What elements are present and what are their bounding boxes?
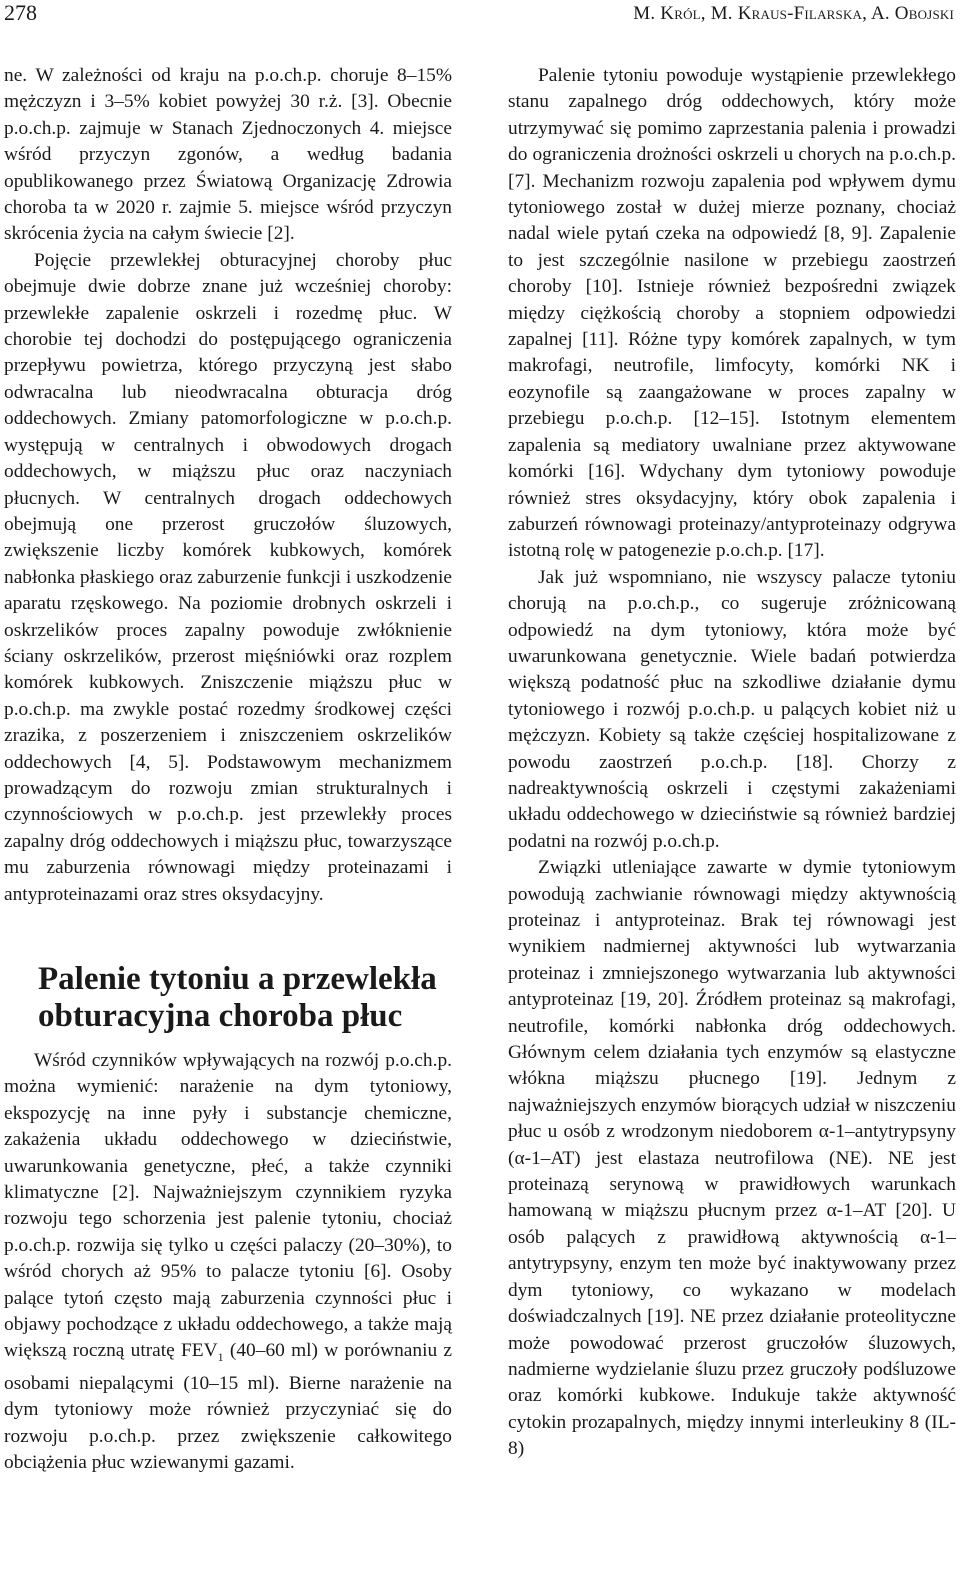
- paragraph-copd-definition: Pojęcie przewlekłej obturacyjnej choroby płuc obejmuje dwie dobrze znane już wcześniej choroby: przewlekłe zapalenie oskrzeli i rozedmę płuc. W chorobie tej dochodzi do postępującego ograniczenia przepływu powietrza, którego przyczyną jest słabo odwracalna lub nieodwracalna obturacja dróg oddechowych. Zmiany patomorfologiczne w p.o.ch.p. występują w centralnych i obwodowych drogach oddechowych, w miąższu płuc oraz naczyniach płucnych. W centralnych drogach oddechowych obejmują one przerost gruczołów śluzowych, zwiększenie liczby komórek kubkowych, komórek nabłonka płaskiego oraz zaburzenie funkcji i uszkodzenie aparatu rzęskowego. Na poziomie drobnych oskrzeli i oskrzelików proces zapalny powoduje zwłóknienie ściany oskrzelików, przerost mięśniówki oraz rozplem komórek kubkowych. Zniszczenie miąższu płuc w p.o.ch.p. ma zwykle postać rozedmy środkowej części zrazika, z poszerzeniem i zniszczeniem oskrzelików oddechowych [4, 5]. Podstawowym mechanizmem prowadzącym do rozwoju zmian strukturalnych i czynnościowych w p.o.ch.p. jest przewlekły proces zapalny dróg oddechowych i miąższu płuc, towarzyszące mu zaburzenia równowagi między proteinazami i antyproteinazami oraz stres oksydacyjny.: [4, 249, 452, 905]
- page-number: 278: [4, 0, 37, 25]
- paragraph-proteinase-balance: Związki utleniające zawarte w dymie tytoniowym powodują zachwianie równowagi między aktywnością proteinaz i antyproteinaz. Brak tej równowagi jest wynikiem nadmiernej aktywności lub wytwarzania proteinaz i zmniejszonego wytwarzania lub aktywności antyproteinaz [19, 20]. Źródłem proteinaz są makrofagi, neutrofile, komórki nabłonka dróg oddechowych. Głównym celem działania tych enzymów są elastyczne włókna miąższu płucnego [19]. Jednym z najważniejszych enzymów biorących udział w niszczeniu płuc u osób z wrodzonym niedoborem α-1–antytrypsyny (α-1–AT) jest elastaza neutrofilowa (NE). NE jest proteinazą serynową w prawidłowych warunkach hamowaną w miąższu płucnym przez α-1–AT [20]. U osób palących z prawidłową aktywnością α-1–antytrypsyny, enzym ten może być inaktywowany przez dym tytoniowy, co wykazano w modelach doświadczalnych [19]. NE przez działanie proteolityczne może powodować przerost gruczołów śluzowych, nadmierne wydzielanie śluzu przez gruczoły podśluzowe oraz komórki kubkowe. Indukuje także aktywność cytokin prozapalnych, między innymi interleukiny 8 (IL-8): [508, 857, 956, 1460]
- running-head-authors: M. Król, M. Kraus-Filarska, A. Obojski: [633, 3, 954, 24]
- paragraph-prevalence: ne. W zależności od kraju na p.o.ch.p. choruje 8–15% mężczyzn i 3–5% kobiet powyżej 30 r.ż. [3]. Obecnie p.o.ch.p. zajmuje w Stanach Zjednoczonych 4. miejsce wśród przyczyn zgonów, a według badania opublikowanego przez Światową Organizację Zdrowia choroba ta w 2020 r. zajmie 5. miejsce wśród przyczyn skrócenia życia na całym świecie [2].: [4, 65, 452, 245]
- paragraph-genetic-susceptibility: Jak już wspomniano, nie wszyscy palacze tytoniu chorują na p.o.ch.p., co sugeruje zróżnicowaną odpowiedź na dym tytoniowy, która może być uwarunkowana genetycznie. Wiele badań potwierdza większą podatność płuc na szkodliwe działanie dymu tytoniowego i rozwój p.o.ch.p. u palących kobiet niż u mężczyzn. Kobiety są także częściej hospitalizowane z powodu zaostrzeń p.o.ch.p. [18]. Chorzy z nadreaktywnością oskrzeli i częstymi zakażeniami układu oddechowego w dzieciństwie są również bardziej podatni na rozwój p.o.ch.p.: [508, 566, 956, 852]
- risk-factors-text: Wśród czynników wpływających na rozwój p.o.ch.p. można wymienić: narażenie na dym tytoniowy, ekspozycję na inne pyły i substancje chemiczne, zakażenia układu oddechowego w dzieciństwie, uwarunkowania genetyczne, płeć, a także czynniki klimatyczne [2]. Najważniejszym czynnikiem ryzyka rozwoju tego schorzenia jest palenie tytoniu, chociaż p.o.ch.p. rozwija się tylko u części palaczy (20–30%), to wśród chorych aż 95% to palacze tytoniu [6]. Osoby palące tytoń często mają zaburzenia czynności płuc i objawy pochodzące z układu oddechowego, a także mają większą roczną utratę FEV: [4, 1050, 452, 1362]
- paragraph-inflammation: Palenie tytoniu powoduje wystąpienie przewlekłego stanu zapalnego dróg oddechowych, który może utrzymywać się pomimo zaprzestania palenia i prowadzi do ograniczenia drożności oskrzeli u chorych na p.o.ch.p. [7]. Mechanizm rozwoju zapalenia pod wpływem dymu tytoniowego został w dużej mierze poznany, chociaż nadal wiele pytań czeka na odpowiedź [8, 9]. Zapalenie to jest szczególnie nasilone w przebiegu zaostrzeń choroby [10]. Istnieje również bezpośredni związek między ciężkością choroby a stopniem odpowiedzi zapalnej [11]. Różne typy komórek zapalnych, w tym makrofagi, neutrofile, limfocyty, komórki NK i eozynofile są zaangażowane w proces zapalny w przebiegu p.o.ch.p. [12–15]. Istotnym elementem zapalenia są mediatory uwalniane przez aktywowane komórki [16]. Wdychany dym tytoniowy powoduje również stres oksydacyjny, który obok zapalenia i zaburzeń równowagi proteinazy/antyproteinazy odgrywa istotną rolę w patogenezie p.o.ch.p. [17].: [508, 65, 956, 562]
- right-column: [508, 63, 956, 1463]
- paragraph-risk-factors: [4, 1048, 452, 1476]
- left-column: [4, 63, 452, 1476]
- fev-subscript: 1: [217, 1350, 224, 1365]
- section-title: Palenie tytoniu a przewlekła obturacyjna choroba płuc: [38, 961, 437, 1034]
- page-header: [0, 0, 960, 30]
- risk-factors-text-continued: (40–60 ml) w porównaniu z osobami niepalącymi (10–15 ml). Bierne narażenie na dym tytoniowy może również przyczyniać się do rozwoju p.o.ch.p. przez zwiększenie całkowitego obciążenia płuc wziewanymi gazami.: [4, 1340, 453, 1473]
